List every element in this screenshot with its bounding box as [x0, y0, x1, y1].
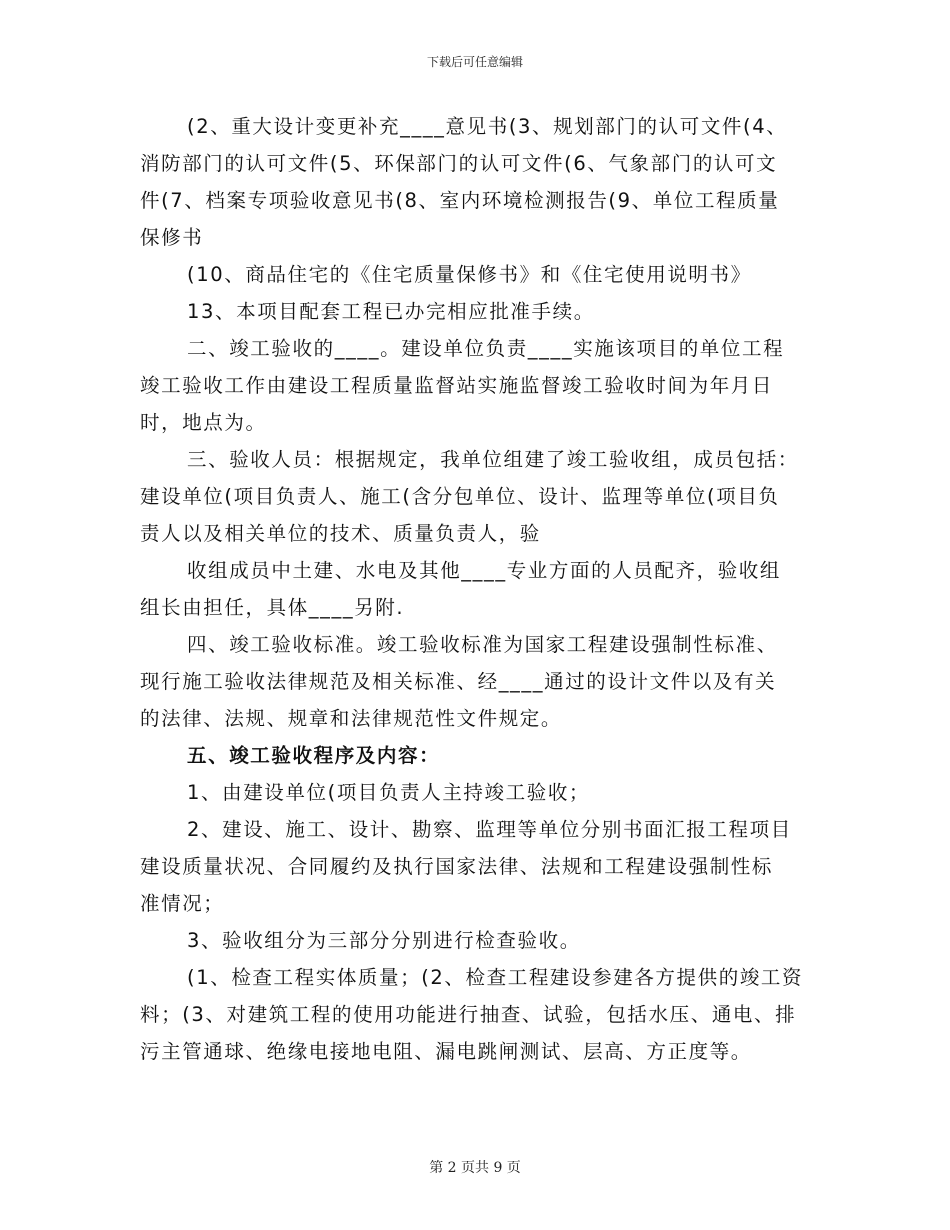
text-line: 污主管通球、绝缘电接地电阻、漏电跳闸测试、层高、方正度等。 [140, 1040, 752, 1063]
text-line: 料；(3、对建筑工程的使用功能进行抽查、试验，包括水压、通电、排 [140, 1003, 797, 1026]
text-line: 责人以及相关单位的技术、质量负责人，验 [140, 522, 541, 545]
text-line: 消防部门的认可文件(5、环保部门的认可文件(6、气象部门的认可文 [140, 152, 778, 175]
text-line: 时，地点为。 [140, 411, 267, 434]
text-line: 2、建设、施工、设计、勘察、监理等单位分别书面汇报工程项目 [187, 818, 792, 841]
text-line: 四、竣工验收标准。竣工验收标准为国家工程建设强制性标准、 [187, 633, 778, 656]
text-line: 的法律、法规、规章和法律规范性文件规定。 [140, 707, 563, 730]
text-line: 竣工验收工作由建设工程质量监督站实施监督竣工验收时间为年月日 [140, 374, 774, 397]
text-line: 件(7、档案专项验收意见书(8、室内环境检测报告(9、单位工程质量 [140, 189, 780, 212]
text-line: 3、验收组分为三部分分别进行检查验收。 [187, 929, 581, 952]
section-heading: 五、竣工验收程序及内容： [187, 744, 441, 767]
text-line: 现行施工验收法律规范及相关标准、经____通过的设计文件以及有关 [140, 670, 777, 693]
text-line: 三、验收人员：根据规定，我单位组建了竣工验收组，成员包括： [187, 448, 799, 471]
page-footer: 第 2 页共 9 页 [429, 1160, 521, 1176]
text-line: 1、由建设单位(项目负责人主持竣工验收； [187, 781, 591, 804]
text-line: 保修书 [140, 226, 204, 249]
text-line: 建设质量状况、合同履约及执行国家法律、法规和工程建设强制性标 [140, 855, 774, 878]
text-line: 收组成员中土建、水电及其他____专业方面的人员配齐，验收组 [187, 559, 782, 582]
text-line: (10、商品住宅的《住宅质量保修书》和《住宅使用说明书》 [187, 263, 752, 286]
text-line: (1、检查工程实体质量；(2、检查工程建设参建各方提供的竣工资 [187, 966, 804, 989]
text-line: 13、本项目配套工程已办完相应批准手续。 [187, 300, 595, 323]
text-line: 二、竣工验收的____。建设单位负责____实施该项目的单位工程 [187, 337, 785, 360]
text-line: 准情况； [140, 892, 225, 915]
text-line: 建设单位(项目负责人、施工(含分包单位、设计、监理等单位(项目负 [140, 485, 780, 508]
page-header: 下载后可任意编辑 [426, 55, 523, 69]
text-line: 组长由担任，具体____另附. [140, 596, 405, 619]
text-line: (2、重大设计变更补充____意见书(3、规划部门的认可文件(4、 [187, 115, 788, 138]
